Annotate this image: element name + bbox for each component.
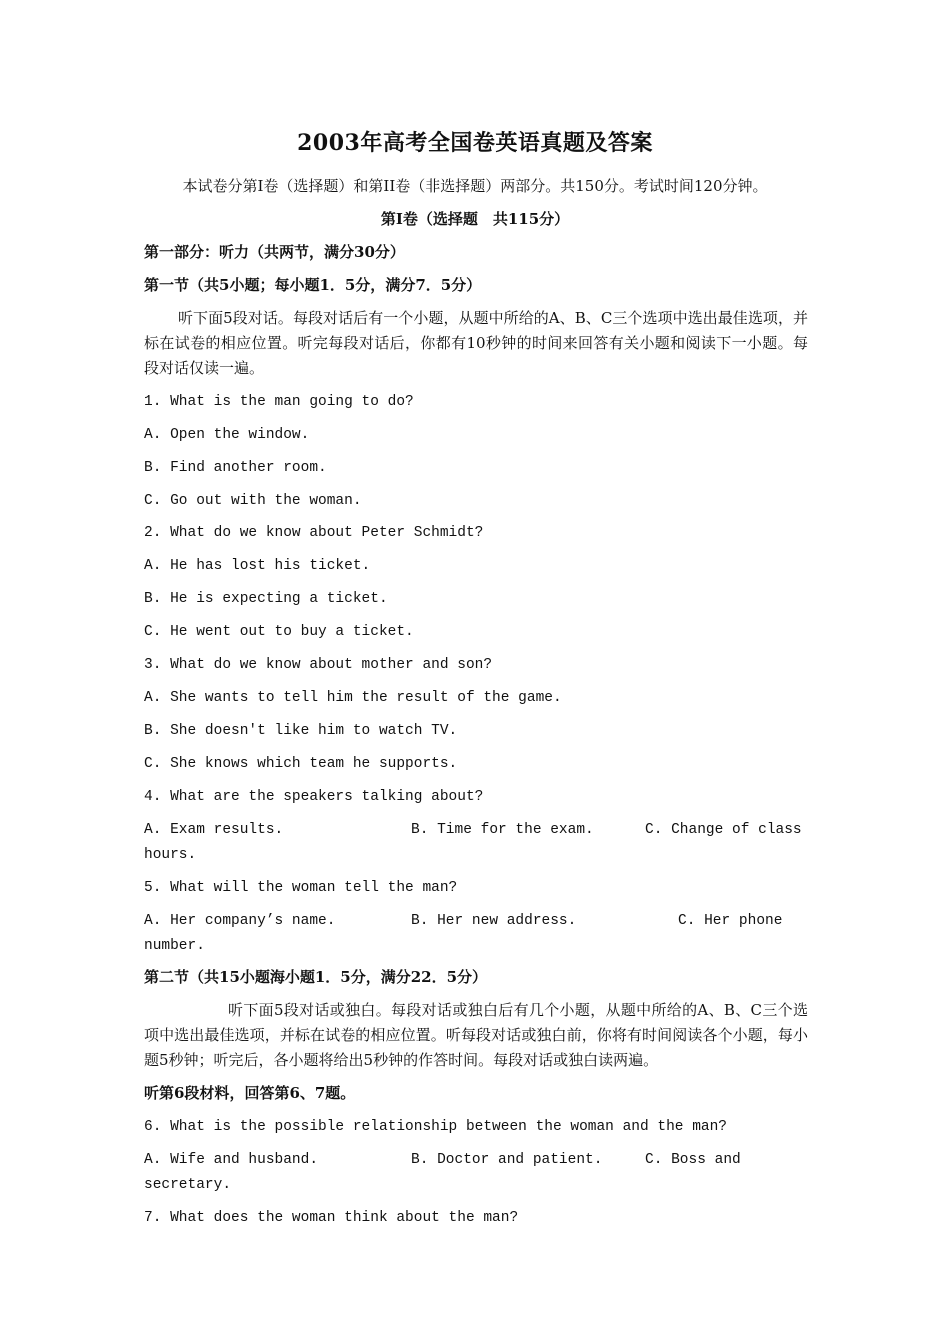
question-6-option-a: A. Wife and husband. [144,1152,319,1168]
question-5-option-c-continued: number. [144,938,205,954]
question-1-option-c: C. Go out with the woman. [144,493,362,509]
question-2-stem: 2. What do we know about Peter Schmidt? [144,525,484,541]
question-3-option-c: C. She knows which team he supports. [144,756,458,772]
question-6-options-row [144,1148,808,1172]
material-6-heading: 听第6段材料，回答第6、7题。 [144,1084,356,1102]
question-4-option-c: C. Change of class [645,822,802,838]
page-title: 2003年高考全国卷英语真题及答案 [297,130,653,156]
question-5-options-row [144,909,808,933]
question-2-option-a: A. He has lost his ticket. [144,558,371,574]
question-1-stem: 1. What is the man going to do? [144,394,414,410]
question-1-option-a: A. Open the window. [144,427,310,443]
question-4-options-row [144,818,808,842]
section-listening-heading: 第一部分：听力（共两节，满分30分） [144,243,405,261]
part-one-header: 第I卷（选择题 共115分） [380,210,570,228]
question-6-option-c: C. Boss and [645,1152,741,1168]
question-6-option-c-continued: secretary. [144,1177,232,1193]
subsection-one-instructions: 听下面5段对话。每段对话后有一个小题，从题中所给的A、B、C三个选项中选出最佳选项，并标在试卷的相应位置。听完每段对话后，你都有10秒钟的时间来回答有关小题和阅读下一小题。每段对话仅读一遍。 [144,309,808,377]
question-3-option-b: B. She doesn't like him to watch TV. [144,723,458,739]
question-5-option-a: A. Her company’s name. [144,913,336,929]
question-6-option-b: B. Doctor and patient. [411,1152,603,1168]
question-2-option-b: B. He is expecting a ticket. [144,591,388,607]
question-4-option-b: B. Time for the exam. [411,822,594,838]
question-5-option-b: B. Her new address. [411,913,577,929]
subsection-one-heading: 第一节（共5小题；每小题1．5分，满分7．5分） [144,276,482,294]
subsection-two-heading: 第二节（共15小题海小题1．5分，满分22．5分） [144,968,488,986]
question-4-option-c-continued: hours. [144,847,197,863]
question-3-option-a: A. She wants to tell him the result of the game. [144,690,562,706]
question-3-stem: 3. What do we know about mother and son? [144,657,493,673]
question-7-stem: 7. What does the woman think about the man? [144,1210,519,1226]
question-4-stem: 4. What are the speakers talking about? [144,789,484,805]
question-5-option-c: C. Her phone [678,913,783,929]
question-4-option-a: A. Exam results. [144,822,284,838]
question-1-option-b: B. Find another room. [144,460,327,476]
question-6-stem: 6. What is the possible relationship between the woman and the man? [144,1119,727,1135]
subsection-two-instructions: 听下面5段对话或独白。每段对话或独白后有几个小题，从题中所给的A、B、C三个选项中选出最佳选项，并标在试卷的相应位置。听每段对话或独白前，你将有时间阅读各个小题，每小题5秒钟；听完后，各小题将给出5秒钟的作答时间。每段对话或独白读两遍。 [144,1001,808,1069]
question-2-option-c: C. He went out to buy a ticket. [144,624,414,640]
question-5-stem: 5. What will the woman tell the man? [144,880,458,896]
exam-intro: 本试卷分第I卷（选择题）和第II卷（非选择题）两部分。共150分。考试时间120分钟。 [182,177,768,195]
